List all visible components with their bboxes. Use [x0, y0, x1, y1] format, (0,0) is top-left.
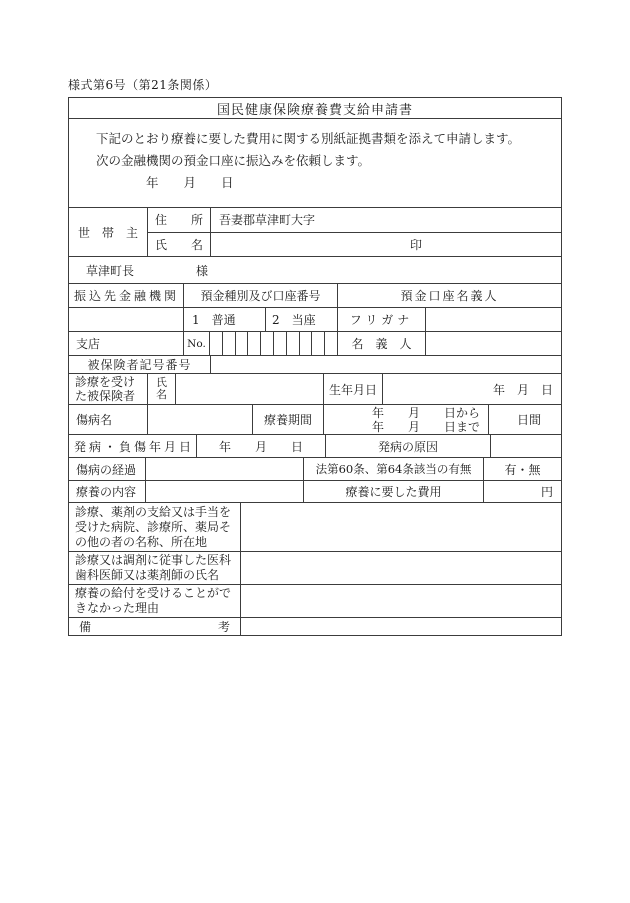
intro-block	[69, 119, 561, 208]
birthdate-label: 生年月日	[324, 374, 383, 404]
branch-label: 支店	[69, 332, 184, 355]
doctor-name-label: 診療又は調剤に従事した医科 歯科医師又は薬剤師の氏名	[69, 552, 241, 584]
application-form-table	[68, 97, 562, 636]
treatment-content-value-cell	[146, 481, 304, 502]
onset-cause-label: 発病の原因	[326, 435, 491, 457]
reason-value-cell	[241, 585, 561, 617]
name-label: 氏 名	[148, 233, 211, 257]
remarks-label-right: 考	[217, 620, 230, 634]
account-digit-box	[287, 332, 300, 355]
treated-insured-label: 診療を受け た被保険者	[69, 374, 148, 404]
cost-label: 療養に要した費用	[304, 481, 484, 502]
account-digit-box	[261, 332, 274, 355]
days-label: 日間	[516, 413, 541, 427]
addressee-row	[69, 257, 561, 283]
hospital-name-label: 診療、薬剤の支給又は手当を 受けた病院、診療所、薬局そ の他の者の名称、所在地	[69, 503, 241, 551]
seal-mark: 印	[409, 237, 422, 252]
mayor-label: 草津町長	[86, 263, 135, 278]
treatment-period-dates	[324, 405, 489, 434]
treated-name-label: 氏 名	[148, 374, 176, 404]
remarks-label-left: 備	[79, 620, 92, 634]
account-number-boxes	[210, 332, 338, 355]
disease-course-value-cell	[146, 458, 304, 480]
insured-symbol-label: 被保険者記号番号	[69, 356, 211, 373]
bank-institution-header: 振込先金融機関	[69, 284, 184, 307]
householder-stack	[148, 208, 561, 256]
law-applicability-label: 法第60条、第64条該当の有無	[304, 458, 484, 480]
cost-unit: 円	[540, 485, 553, 499]
reason-label: 療養の給付を受けることがで きなかった理由	[69, 585, 241, 617]
disease-name-value-cell	[148, 405, 253, 434]
account-digit-box	[300, 332, 313, 355]
account-type-current: 2 当座	[266, 308, 338, 331]
application-date-placeholder: 年 月 日	[146, 175, 234, 190]
furigana-label: フリガナ	[338, 308, 426, 331]
account-digit-box	[236, 332, 249, 355]
account-digit-box	[312, 332, 325, 355]
period-to: 年 月 日まで	[371, 419, 480, 434]
treatment-content-label: 療養の内容	[69, 481, 146, 502]
account-digit-box	[223, 332, 236, 355]
disease-name-label: 傷病名	[69, 405, 148, 434]
treated-name-value-cell	[176, 374, 324, 404]
address-value: 吾妻郡草津町大字	[219, 213, 316, 228]
treatment-period-label: 療養期間	[253, 405, 324, 434]
remarks-value-cell	[241, 618, 561, 635]
form-title: 国民健康保険療養費支給申請書	[216, 102, 413, 118]
disease-course-label: 傷病の経過	[69, 458, 146, 480]
account-digit-box	[325, 332, 337, 355]
holder-name-label: 名 義 人	[338, 332, 426, 355]
address-label: 住 所	[148, 208, 211, 232]
account-digit-box	[274, 332, 287, 355]
account-digit-box	[248, 332, 261, 355]
honorific-label: 様	[196, 263, 209, 278]
account-holder-header: 預金口座名義人	[400, 289, 499, 303]
birthdate-value: 年 月 日	[492, 382, 553, 397]
law-applicability-value: 有・無	[504, 462, 541, 477]
account-digit-box	[210, 332, 223, 355]
remarks-label	[69, 618, 241, 635]
holder-name-value-cell	[426, 332, 561, 355]
account-no-label: No.	[184, 332, 210, 355]
hospital-name-value-cell	[241, 503, 561, 551]
onset-date-value: 年 月 日	[197, 435, 326, 457]
bank-institution-value-cell	[69, 308, 184, 331]
furigana-value-cell	[426, 308, 561, 331]
onset-date-label: 発病・負傷年月日	[69, 435, 197, 457]
intro-line-1: 下記のとおり療養に要した費用に関する別紙証拠書類を添えて申請します。	[96, 131, 521, 146]
doctor-name-value-cell	[241, 552, 561, 584]
onset-cause-value-cell	[491, 435, 561, 457]
period-from: 年 月 日から	[371, 405, 480, 420]
intro-line-2: 次の金融機関の預金口座に振込みを依頼します。	[96, 153, 371, 168]
account-type-header: 預金種別及び口座番号	[184, 284, 338, 307]
account-type-ordinary: 1 普通	[184, 308, 266, 331]
form-number: 様式第6号（第21条関係）	[68, 78, 218, 92]
insured-symbol-value-cell	[211, 356, 561, 373]
householder-label: 世 帯 主	[69, 208, 148, 256]
